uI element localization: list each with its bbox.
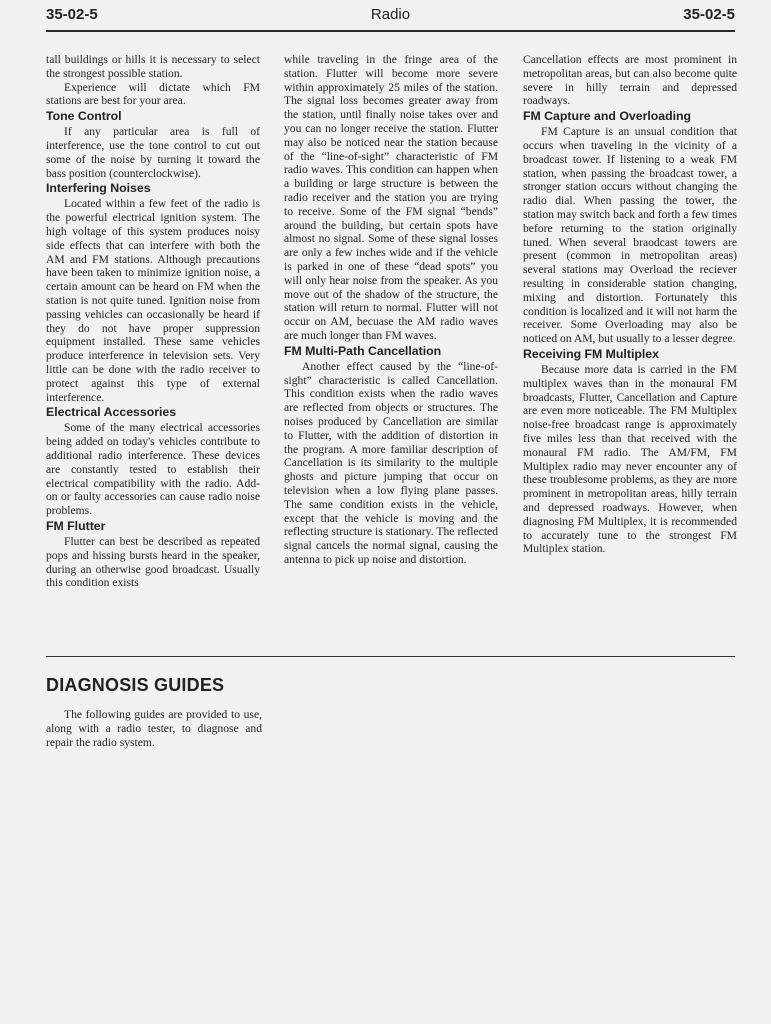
section-divider [46, 656, 735, 657]
page-header [46, 6, 735, 32]
heading-fm-capture: FM Capture and Overloading [523, 109, 692, 124]
heading-multi-path-cancellation: FM Multi-Path Cancellation [284, 343, 442, 358]
paragraph-multi-path-cancellation: Another effect caused by the “line-of-sight” characteristic is called Cancellation. This condition exists when the radio waves are reflected from objects or structures. The noises produced by Cancellation are similar to Flutter, with the addition of distortion in the program. A more familiar description of Cancellation is its similarity to the multiple ghosts and picture jumping that occur on television when a low flying plane passes. The same condition exists in the vehicle, except that the vehicle is moving and the reflecting structure is stationary. The reflected signal cancels the normal signal, causing the antenna to pick up noise and distortion. [284, 359, 498, 566]
paragraph-fm-capture: FM Capture is an unsual condition that occurs when traveling in the vicinity of a broadcast tower. If listening to a weak FM station, when passing the broadcast tower, a stronger station occurs without changing the radio dial. When passing the tower, the station may switch back and forth a few times before returning to the station originally tuned. When several braodcast towers are present (common in metropolitan areas) several stations may Overload the reciever resulting in considerable station changing, mixing and distortion. Fortunately this condition is localized and it will not harm the receiver. Some Overloading may also be noticed on AM, but usually to a lesser degree. [523, 125, 737, 346]
heading-receiving-fm-multiplex: Receiving FM Multiplex [523, 346, 659, 361]
heading-interfering-noises: Interfering Noises [46, 181, 151, 196]
column-3 [523, 53, 737, 556]
paragraph-experience: Experience will dictate which FM stations are best for your area. [46, 80, 260, 108]
diagnosis-guides-heading: DIAGNOSIS GUIDES [46, 675, 225, 695]
page-number-left: 35-02-5 [46, 6, 98, 23]
column-2 [284, 53, 498, 567]
column-1 [46, 53, 260, 590]
paragraph-receiving-fm-multiplex: Because more data is carried in the FM multiplex waves than in the monaural FM broadcasts, Flutter, Cancellation and Capture are even more noticeable. The FM Multiplex noise-free broadcast range is approximately five miles less than that received with the monaural FM radio. The AM/FM, FM Multiplex radio may never encounter any of these troublesome problems, as they are more prominent in metropolitan areas, hilly terrain and depressed roadways. However, when diagnosing FM Multiplex, it is recommended to accurately tune to the strongest FM Multiplex station. [523, 362, 737, 556]
section-title: Radio [370, 6, 411, 23]
paragraph-interfering-noises: Located within a few feet of the radio is the powerful electrical ignition system. The high voltage of this system produces noisy side effects that can interfere with both the AM and FM stations. Although precautions have been taken to minimize ignition noise, a certain amount can be heard on FM when the station is not quite tuned. Ignition noise from passing vehicles can occasionally be heard if they do not have proper suppression equipment installed. These same vehicles produce interference in television sets. Very little can be done with the radio receiver to protect against this type of external interference. [46, 197, 260, 404]
paragraph-tone-control: If any particular area is full of interference, use the tone control to cut out some of the noise by turning it toward the bass position (counterclockwise). [46, 125, 260, 180]
heading-electrical-accessories: Electrical Accessories [46, 405, 177, 420]
paragraph-flutter-continued: while traveling in the fringe area of the station. Flutter will become more severe within approximately 25 miles of the station. The signal loss becomes greater away from the station, until finally noise takes over and you can no longer receive the station. Flutter may also be noticed near the station because of the “line-of-sight” characteristic of FM radio waves. This condition can happen when a building or large structure is between the radio receiver and the station you are trying to receive. Some of the FM signal “bends” around the building, but certain spots have almost no signal. Some of these signal losses are only a few inches wide and if the vehicle is parked in one of these “dead spots” you will only hear noise from the speaker. As you move out of the shadow of the structure, the station will return to normal. Flutter will not occur on AM, becuase the AM radio waves are much longer than FM waves. [284, 53, 498, 342]
paragraph-electrical-accessories: Some of the many electrical accessories being added on today's vehicles contribute to additional radio interference. These devices are constantly tested to establish their electrical compatibility with the radio. Add-on or faulty accessories can cause radio noise problems. [46, 421, 260, 518]
paragraph-cancellation-continued: Cancellation effects are most prominent in metropolitan areas, but can also become quite severe in hilly terrain and depressed roadways. [523, 53, 737, 108]
paragraph-continued: tall buildings or hills it is necessary to select the strongest possible station. [46, 53, 260, 80]
diagnosis-guides-paragraph: The following guides are provided to use, along with a radio tester, to diagnose and repair the radio system. [46, 708, 262, 749]
page-number-right: 35-02-5 [683, 6, 735, 23]
paragraph-fm-flutter: Flutter can best be described as repeated pops and hissing bursts heard in the speaker, during an otherwise good broadcast. Usually this condition exists [46, 534, 260, 590]
heading-fm-flutter: FM Flutter [46, 518, 106, 533]
heading-tone-control: Tone Control [46, 109, 122, 124]
